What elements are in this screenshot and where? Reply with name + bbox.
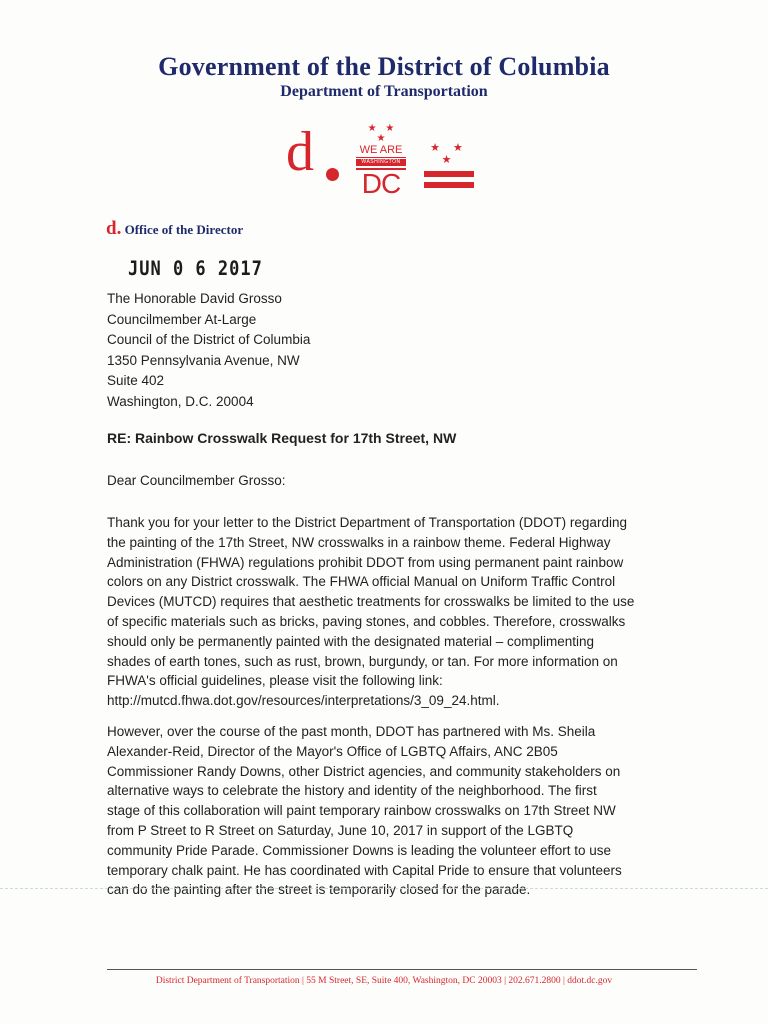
office-d-mark: d.	[106, 218, 122, 239]
recipient-line: Council of the District of Columbia	[107, 332, 311, 347]
logo-we-are: WE ARE	[356, 144, 406, 158]
recipient-line: Suite 402	[107, 373, 165, 388]
recipient-line: 1350 Pennsylvania Avenue, NW	[107, 352, 300, 368]
paragraph-line: Thank you for your letter to the District Department of Transportation (DDOT) regarding	[107, 515, 627, 530]
paragraph-line: of specific materials such as bricks, paving stones, and cobbles. Therefore, crosswalks	[107, 613, 626, 629]
footer-contact: District Department of Transportation | 55 M Street, SE, Suite 400, Washington, DC 20003 | 202.671.2800 | ddot.dc.gov	[155, 976, 613, 986]
paragraph-line: can do the painting after the street is temporarily closed for the parade.	[107, 882, 531, 898]
logo-d-letter: d	[286, 121, 314, 183]
subject-line: RE: Rainbow Crosswalk Request for 17th Street, NW	[107, 430, 457, 446]
paragraph-line: Administration (FHWA) regulations prohibit DDOT from using permanent paint rainbow	[107, 554, 624, 570]
paragraph-line: shades of earth tones, such as rust, brown, burgundy, or tan. For more information on	[107, 653, 618, 669]
date-stamp: JUN 0 6 2017	[128, 257, 263, 281]
logo-washington: WASHINGTON	[356, 159, 406, 166]
paragraph-line: Commissioner Randy Downs, other District agencies, and community stakeholders on	[107, 763, 621, 779]
paragraph-line: alternative ways to celebrate the history and identity of the neighborhood. The first	[107, 783, 597, 799]
dc-flag-icon	[424, 142, 474, 186]
recipient-line: The Honorable David Grosso	[107, 291, 282, 306]
ddot-logo	[286, 121, 486, 199]
recipient-line: Councilmember At-Large	[107, 311, 257, 327]
scan-page-edge	[0, 888, 768, 889]
paragraph-line: colors on any District crosswalk. The FHWA official Manual on Uniform Traffic Control	[107, 574, 616, 590]
logo-dot	[326, 168, 339, 181]
recipient-address	[107, 289, 310, 412]
recipient-line: Washington, D.C. 20004	[107, 393, 254, 409]
footer-divider	[107, 969, 697, 970]
department-title: Department of Transportation	[280, 83, 488, 100]
paragraph-line: Devices (MUTCD) requires that aesthetic treatments for crosswalks be limited to the use	[107, 594, 635, 610]
body-paragraph-1	[107, 513, 667, 711]
flag-bar-top	[424, 171, 474, 177]
paragraph-line: Alexander-Reid, Director of the Mayor's Office of LGBTQ Affairs, ANC 2B05	[107, 743, 558, 759]
body-paragraph-2	[107, 722, 667, 900]
flag-stars: ★ ★ ★	[430, 142, 468, 166]
paragraph-line: from P Street to R Street on Saturday, June 10, 2017 in support of the LGBTQ	[107, 822, 574, 838]
office-name: Office of the Director	[124, 222, 244, 237]
paragraph-line: FHWA's official guidelines, please visit the following link:	[107, 673, 443, 689]
logo-stars: ★ ★ ★	[367, 123, 398, 144]
salutation: Dear Councilmember Grosso:	[107, 473, 286, 488]
logo-dc: DC	[356, 168, 406, 198]
flag-bar-bottom	[424, 182, 474, 188]
paragraph-line: However, over the course of the past month, DDOT has partnered with Ms. Sheila	[107, 724, 596, 739]
office-line	[106, 218, 243, 240]
paragraph-line: the painting of the 17th Street, NW crosswalks in a rainbow theme. Federal Highway	[107, 534, 611, 550]
paragraph-line: temporary chalk paint. He has coordinated with Capital Pride to ensure that volunteers	[107, 862, 622, 878]
guidelines-link[interactable]: http://mutcd.fhwa.dot.gov/resources/interpretations/3_09_24.html.	[107, 693, 500, 709]
paragraph-line: community Pride Parade. Commissioner Downs is leading the volunteer effort to use	[107, 842, 611, 858]
paragraph-line: stage of this collaboration will paint temporary rainbow crosswalks on 17th Street NW	[107, 803, 616, 819]
we-are-washington-dc-logo	[356, 123, 406, 199]
government-title: Government of the District of Columbia	[158, 52, 610, 81]
paragraph-line: should only be permanently painted with the designated material – complimenting	[107, 633, 595, 649]
